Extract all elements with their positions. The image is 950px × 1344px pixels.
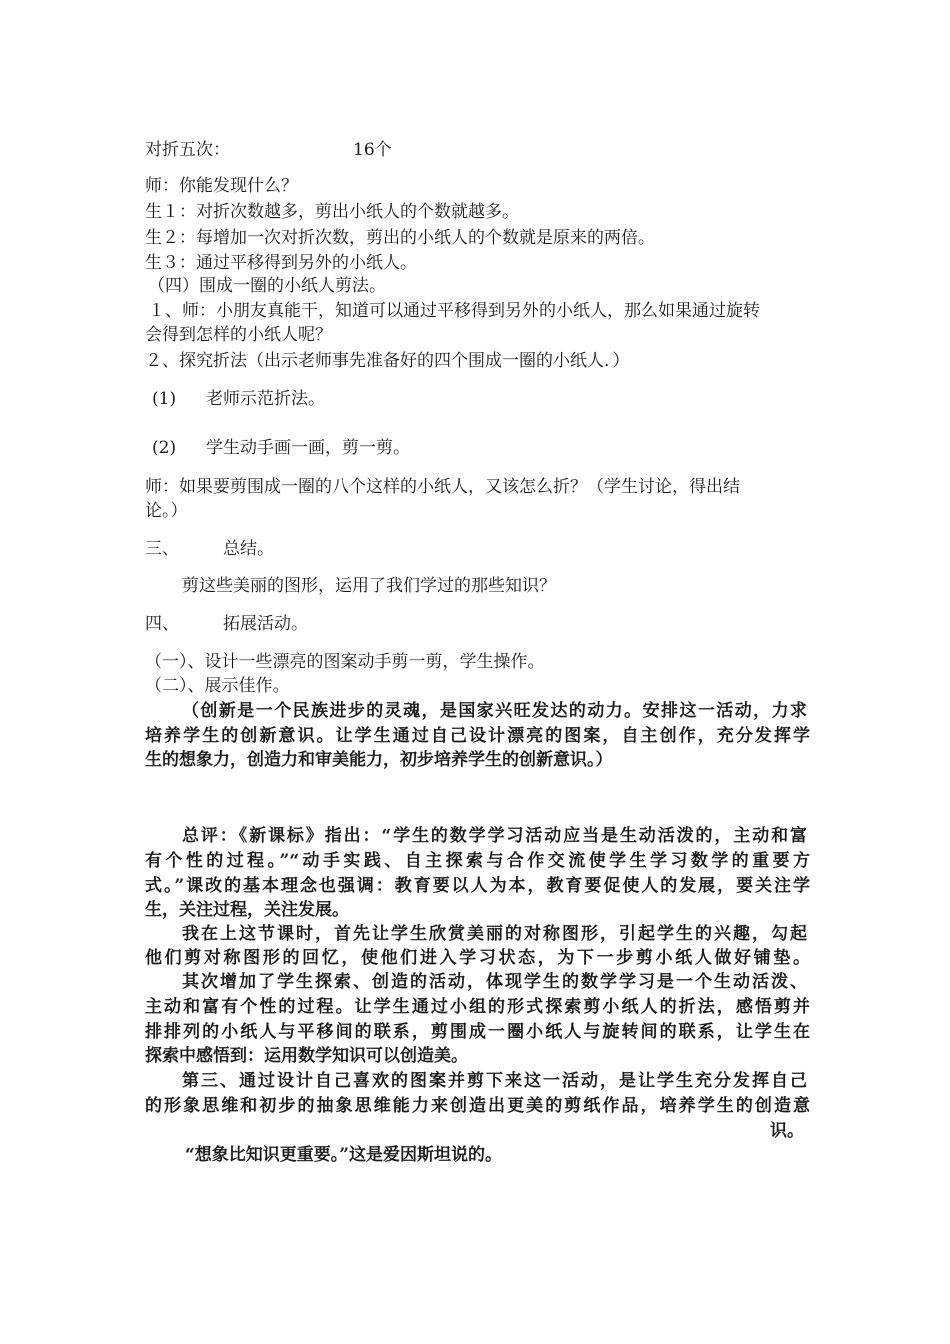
- teacher-question: 师：你能发现什么？: [145, 176, 298, 196]
- review-p4-line-3: 识。: [770, 1121, 804, 1141]
- review-p3-line-3: 排排列的小纸人与平移间的联系，剪围成一圈小纸人与旋转间的联系，让学生在: [145, 1022, 810, 1042]
- extension-item-2: （二）、展示佳作。: [145, 676, 290, 696]
- einstein-quote: “想象比知识更重要。”这是爱因斯坦说的。: [185, 1145, 503, 1165]
- fold-five-label: 对折五次：: [145, 140, 230, 160]
- paragraph-2: ２、探究折法（出示老师事先准备好的四个围成一圈的小纸人．）: [145, 351, 630, 371]
- part-four-number: 四、: [145, 614, 179, 634]
- teacher-question-2-line-1: 师：如果要剪围成一圈的八个这样的小纸人，又该怎么折？（学生讨论，得出结: [145, 477, 740, 497]
- student-answer-3: 生３：通过平移得到另外的小纸人。: [145, 253, 417, 273]
- part-four-heading: [145, 612, 308, 636]
- paragraph-1-line-2: 会得到怎样的小纸人呢？: [145, 325, 332, 345]
- fold-five-line: [145, 138, 392, 162]
- review-p2-line-1: 我在上这节课时，首先让学生欣赏美丽的对称图形，引起学生的兴趣，勾起: [182, 924, 807, 944]
- note-line-3: 生的想象力，创造力和审美能力，初步培养学生的创新意识。）: [145, 750, 613, 770]
- step-2-number: (2): [152, 438, 177, 458]
- review-p3-line-1: 其次增加了学生探索、创造的活动，体现学生的数学学习是一个生动活泼、: [182, 972, 807, 992]
- review-p3-line-2: 主动和富有个性的过程。让学生通过小组的形式探索剪小纸人的折法，感悟剪并: [145, 997, 810, 1017]
- paragraph-1-line-1: １、师：小朋友真能干，知道可以通过平移得到另外的小纸人，那么如果通过旋转: [148, 301, 760, 321]
- note-line-2: 培养学生的创新意识。让学生通过自己设计漂亮的图案，自主创作，充分发挥学: [145, 726, 810, 746]
- summary-question: 剪这些美丽的图形，运用了我们学过的那些知识？: [182, 576, 556, 596]
- section-four-heading: （四）围成一圈的小纸人剪法。: [148, 276, 386, 296]
- step-1-number: (1): [152, 389, 177, 409]
- note-line-1: （创新是一个民族进步的灵魂，是国家兴旺发达的动力。安排这一活动，力求: [182, 701, 807, 721]
- fold-five-count: 16个: [353, 140, 392, 160]
- step-1-text: 老师示范折法。: [206, 389, 325, 409]
- part-three-heading: [145, 537, 274, 561]
- student-answer-1: 生１：对折次数越多，剪出小纸人的个数就越多。: [145, 202, 519, 222]
- step-2-text: 学生动手画一画，剪一剪。: [206, 438, 410, 458]
- review-p1-line-1: 总评：《新课标》指出：“学生的数学学习活动应当是生动活泼的，主动和富: [182, 826, 807, 846]
- review-p1-line-3: 式。”课改的基本理念也强调：教育要以人为本，教育要促使人的发展，要关注学: [145, 876, 810, 896]
- step-2: [152, 436, 410, 460]
- review-p2-line-2: 他们剪对称图形的回忆，使他们进入学习状态，为下一步剪小纸人做好铺垫。: [145, 948, 810, 968]
- review-p4-line-2: 的形象思维和初步的抽象思维能力来创造出更美的剪纸作品，培养学生的创造意: [145, 1096, 810, 1116]
- part-three-number: 三、: [145, 539, 179, 559]
- part-three-title: 总结。: [223, 539, 274, 559]
- review-p1-line-2: 有个性的过程。”“动手实践、自主探索与合作交流使学生学习数学的重要方: [145, 851, 810, 871]
- step-1: [152, 387, 325, 411]
- student-answer-2: 生２：每增加一次对折次数，剪出的小纸人的个数就是原来的两倍。: [145, 228, 655, 248]
- teacher-question-2-line-2: 论。）: [145, 501, 188, 521]
- extension-item-1: （一）、设计一些漂亮的图案动手剪一剪，学生操作。: [145, 652, 545, 672]
- review-p1-line-4: 生，关注过程，关注发展。: [145, 900, 349, 920]
- review-p4-line-1: 第三、通过设计自己喜欢的图案并剪下来这一活动，是让学生充分发挥自己: [182, 1071, 807, 1091]
- part-four-title: 拓展活动。: [223, 614, 308, 634]
- review-p3-line-4: 探索中感悟到：运用数学知识可以创造美。: [145, 1046, 468, 1066]
